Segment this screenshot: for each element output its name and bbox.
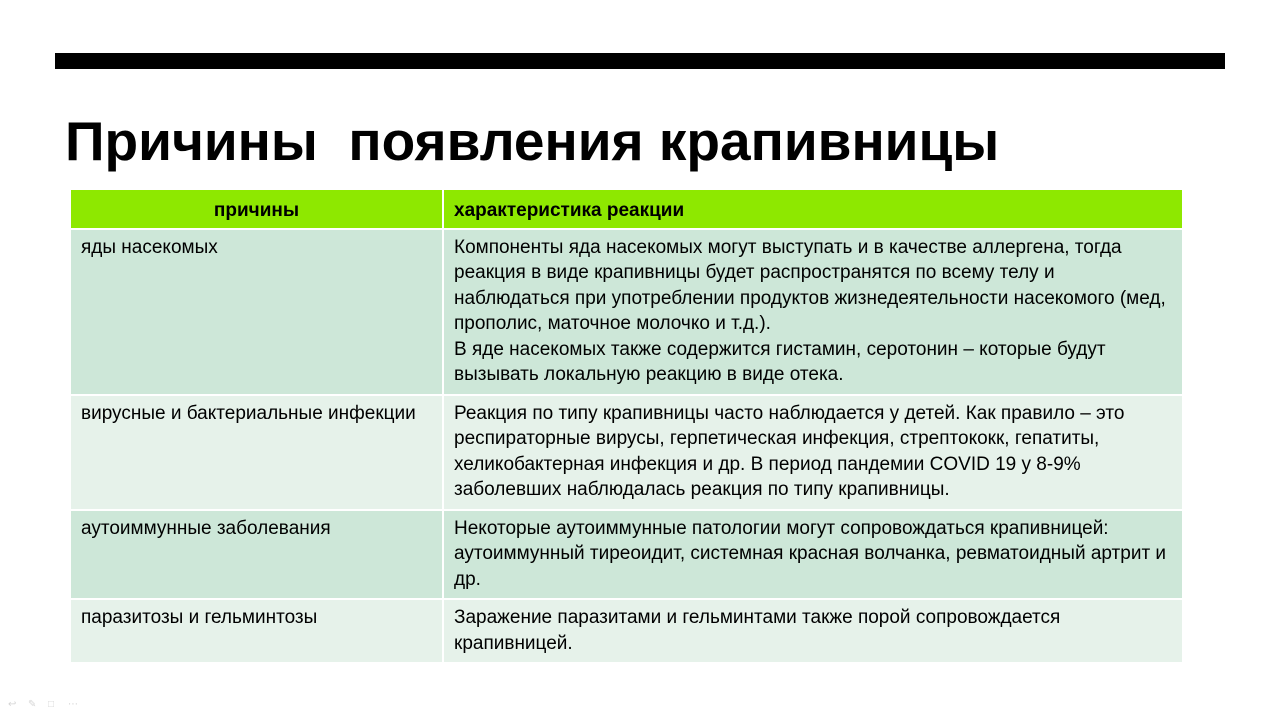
column-header-causes: причины bbox=[70, 189, 443, 229]
description-paragraph: Компоненты яда насекомых могут выступать и в качестве аллергена, тогда реакция в виде крапивницы будет распространятся по всему телу и наблюдаться при употреблении продуктов жизнедеятельности насекомого (мед, прополис, маточное молочко и т.д.). bbox=[454, 236, 1166, 334]
table-row bbox=[70, 599, 1183, 663]
description-paragraph: Некоторые аутоиммунные патологии могут сопровождаться крапивницей: аутоиммунный тиреоидит, системная красная волчанка, ревматоидный артрит и др. bbox=[454, 517, 1167, 590]
top-decorative-bar bbox=[55, 53, 1225, 69]
column-header-reaction: характеристика реакции bbox=[443, 189, 1183, 229]
description-cell bbox=[443, 510, 1183, 600]
cause-cell: паразитозы и гельминтозы bbox=[70, 599, 443, 663]
slides-icon[interactable]: □ bbox=[48, 699, 55, 710]
cause-cell: вирусные и бактериальные инфекции bbox=[70, 395, 443, 510]
cause-cell: яды насекомых bbox=[70, 229, 443, 395]
table-row bbox=[70, 510, 1183, 600]
table-header-row bbox=[70, 189, 1183, 229]
causes-table bbox=[69, 188, 1184, 664]
description-cell bbox=[443, 599, 1183, 663]
description-paragraph: В яде насекомых также содержится гистамин, серотонин – которые будут вызывать локальную реакцию в виде отека. bbox=[454, 338, 1106, 385]
pen-icon[interactable]: ✎ bbox=[28, 699, 37, 710]
description-paragraph: Реакция по типу крапивницы часто наблюдается у детей. Как правило – это респираторные вирусы, герпетическая инфекция, стрептококк, гепатиты, хеликобактерная инфекция и др. В период пандемии COVID 19 у 8-9% заболевших наблюдалась реакция по типу крапивницы. bbox=[454, 402, 1125, 500]
description-cell bbox=[443, 395, 1183, 510]
table-row bbox=[70, 229, 1183, 395]
description-paragraph: Заражение паразитами и гельминтами также порой сопровождается крапивницей. bbox=[454, 607, 1061, 654]
back-arrow-icon[interactable]: ↩ bbox=[8, 699, 17, 710]
cause-cell: аутоиммунные заболевания bbox=[70, 510, 443, 600]
slide-navigation-controls bbox=[8, 700, 82, 714]
description-cell bbox=[443, 229, 1183, 395]
slide-title: Причины появления крапивницы bbox=[65, 110, 1000, 172]
table-row bbox=[70, 395, 1183, 510]
more-icon[interactable]: ⋯ bbox=[68, 699, 78, 710]
